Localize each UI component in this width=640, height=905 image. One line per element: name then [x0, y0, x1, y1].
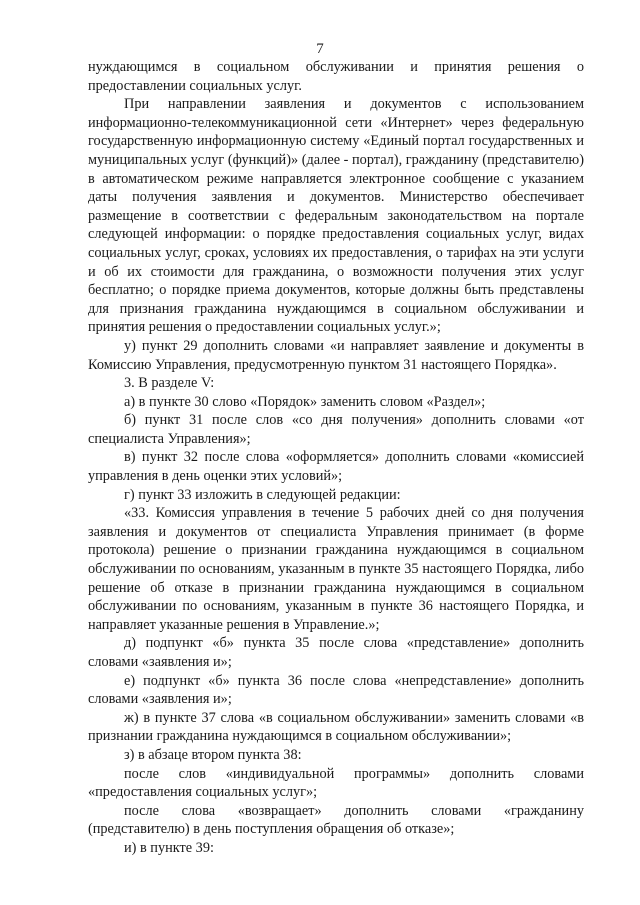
paragraph-item-zh: ж) в пункте 37 слова «в социальном обслуживании» заменить словами «в признании гражданина нуждающимся в социальном обслуживании»; — [88, 709, 584, 745]
paragraph-item-z-2: после слова «возвращает» дополнить словами «гражданину (представителю) в день поступления обращения об отказе»; — [88, 802, 584, 838]
paragraph-item-u: у) пункт 29 дополнить словами «и направляет заявление и документы в Комиссию Управления, предусмотренную пунктом 31 настоящего Порядка». — [88, 337, 584, 373]
paragraph-section-v: 3. В разделе V: — [124, 375, 215, 392]
paragraph-item-v: в) пункт 32 после слова «оформляется» дополнить словами «комиссией управления в день оценки этих условий»; — [88, 449, 584, 485]
paragraph-continuation: нуждающимся в социальном обслуживании и принятия решения о предоставлении социальных услуг. — [88, 59, 584, 94]
paragraph-item-z-1: после слов «индивидуальной программы» дополнить словами «предоставления социальных услуг»; — [88, 765, 584, 801]
paragraph-item-b: б) пункт 31 после слов «со дня получения» дополнить словами «от специалиста Управления»; — [88, 412, 584, 447]
paragraph-clause-33: «33. Комиссия управления в течение 5 рабочих дней со дня получения заявления и документов от специалиста Управления принимает (в форме протокола) решение о признании гражданина нуждающимся в социальном обслуживании по основаниям, указанным в пункте 35 настоящего Порядка, либо решение об отказе в признании гражданина нуждающимся в социальном обслуживании по основаниям, указанным в пункте 36 настоящего Порядка, и направляет указанные решения в Управление.»; — [88, 505, 584, 633]
paragraph-item-e: е) подпункт «б» пункта 36 после слова «непредставление» дополнить словами «заявления и»; — [88, 672, 584, 708]
page-number: 7 — [316, 41, 324, 57]
paragraph-item-g: г) пункт 33 изложить в следующей редакции: — [124, 486, 401, 503]
paragraph-portal-info: При направлении заявления и документов с использованием информационно-телекоммуникационной сети «Интернет» через федеральную государственную информационную систему «Единый портал государственных и муниципальных услуг (функций)» (далее - портал), гражданину (представителю) в автоматическом режиме направляется электронное сообщение с указанием даты получения заявления и документов. Министерство обеспечивает размещение в соответствии с федеральным законодательством на портале следующей информации: о порядке предоставления социальных услуг, видах социальных услуг, сроках, условиях их предоставления, о тарифах на эти услуги и об их стоимости для гражданина, о возможности получения этих услуг бесплатно; о порядке приема документов, которые должны быть представлены для признания гражданина нуждающимся в социальном обслуживании и принятия решения о предоставлении социальных услуг.»; — [88, 96, 584, 336]
paragraph-item-a: а) в пункте 30 слово «Порядок» заменить словом «Раздел»; — [124, 393, 486, 410]
paragraph-item-d: д) подпункт «б» пункта 35 после слова «представление» дополнить словами «заявления и»; — [88, 635, 584, 670]
paragraph-item-i: и) в пункте 39: — [124, 839, 214, 856]
document-body — [88, 58, 584, 858]
paragraph-item-z: з) в абзаце втором пункта 38: — [124, 746, 302, 763]
